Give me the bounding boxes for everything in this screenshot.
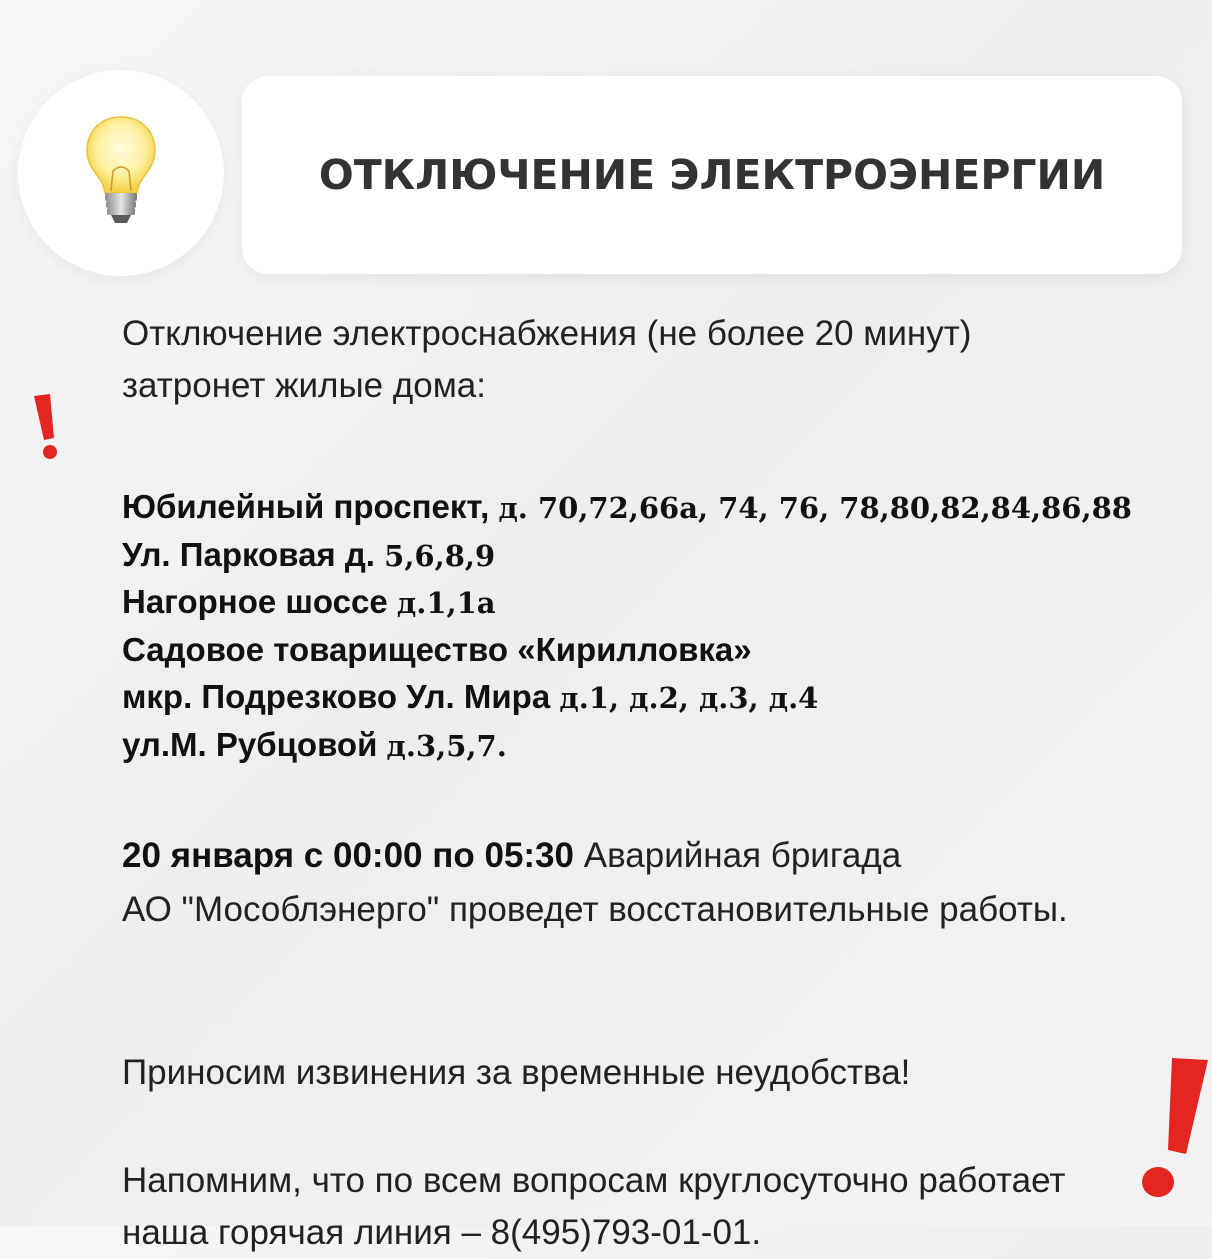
exclamation-icon	[28, 392, 68, 464]
address-item: Юбилейный проспект, д. 70,72,66а, 74, 76, 78,80,82,84,86,88	[122, 488, 1132, 525]
title-card	[242, 76, 1182, 274]
reminder-line-2: наша горячая линия – 8(495)793-01-01.	[122, 1213, 762, 1252]
reminder-line-1: Напомним, что по всем вопросам круглосуточно работает	[122, 1161, 1066, 1200]
schedule-line-1: Аварийная бригада	[574, 836, 902, 875]
intro-text	[122, 308, 1182, 412]
address-item: Нагорное шоссе д.1,1а	[122, 583, 496, 620]
address-item: Ул. Парковая д. 5,6,8,9	[122, 535, 496, 573]
page-title: ОТКЛЮЧЕНИЕ ЭЛЕКТРОЭНЕРГИИ	[318, 151, 1106, 199]
schedule-time: 20 января с 00:00 по 05:30	[122, 836, 574, 875]
address-item: мкр. Подрезково Ул. Мира д.1, д.2, д.3, д.4	[122, 678, 819, 715]
schedule-text	[122, 829, 1182, 937]
hotline-reminder	[122, 1155, 1182, 1259]
exclamation-icon	[1128, 1054, 1212, 1204]
notice-body	[122, 308, 1182, 1259]
address-list	[122, 484, 1182, 769]
address-item: Садовое товарищество «Кирилловка»	[122, 630, 752, 668]
lightbulb-icon	[81, 113, 161, 233]
apology-text: Приносим извинения за временные неудобства!	[122, 1053, 911, 1092]
address-item: ул.М. Рубцовой д.3,5,7.	[122, 725, 507, 763]
intro-line-1: Отключение электроснабжения (не более 20 минут)	[122, 314, 972, 353]
intro-line-2: затронет жилые дома:	[122, 366, 486, 405]
bulb-badge	[18, 70, 224, 276]
schedule-line-2: АО "Мособлэнерго" проведет восстановительные работы.	[122, 890, 1068, 929]
